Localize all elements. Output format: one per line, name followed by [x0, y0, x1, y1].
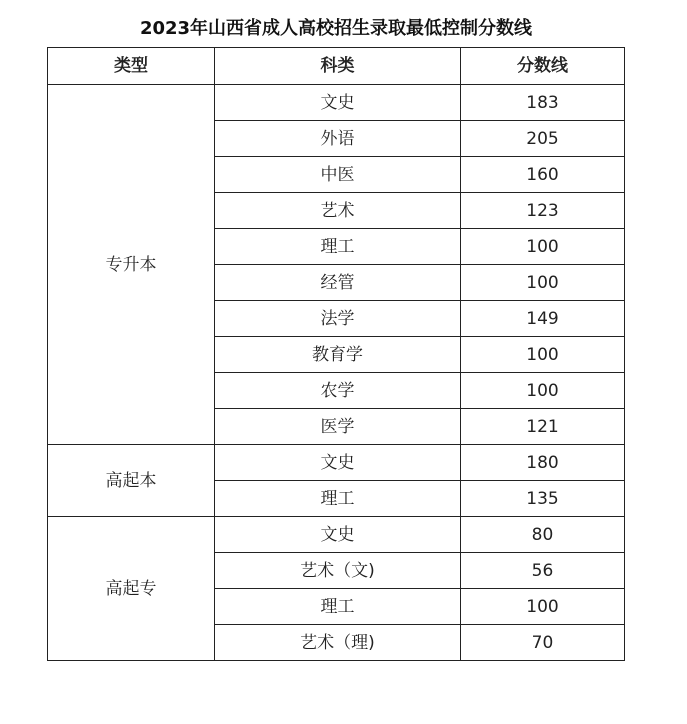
score-cell: 180: [461, 445, 625, 481]
subject-cell: 医学: [215, 409, 461, 445]
subject-cell: 经管: [215, 265, 461, 301]
subject-cell: 文史: [215, 517, 461, 553]
score-cell: 100: [461, 229, 625, 265]
score-cell: 80: [461, 517, 625, 553]
score-cell: 100: [461, 265, 625, 301]
score-cell: 183: [461, 85, 625, 121]
subject-cell: 农学: [215, 373, 461, 409]
subject-cell: 文史: [215, 445, 461, 481]
score-cell: 149: [461, 301, 625, 337]
table-row: [48, 85, 625, 121]
subject-cell: 中医: [215, 157, 461, 193]
subject-cell: 法学: [215, 301, 461, 337]
score-cell: 100: [461, 337, 625, 373]
subject-cell: 文史: [215, 85, 461, 121]
score-cell: 100: [461, 373, 625, 409]
score-cell: 160: [461, 157, 625, 193]
score-table: [47, 47, 625, 661]
score-cell: 123: [461, 193, 625, 229]
group-type-cell: 高起本: [48, 445, 215, 517]
subject-cell: 教育学: [215, 337, 461, 373]
score-cell: 205: [461, 121, 625, 157]
group-type-cell: 高起专: [48, 517, 215, 661]
subject-cell: 理工: [215, 481, 461, 517]
header-score: 分数线: [461, 48, 625, 85]
subject-cell: 理工: [215, 589, 461, 625]
page-title: 2023年山西省成人高校招生录取最低控制分数线: [139, 18, 533, 39]
score-cell: 70: [461, 625, 625, 661]
subject-cell: 艺术（文): [215, 553, 461, 589]
score-cell: 121: [461, 409, 625, 445]
table-row: [48, 445, 625, 481]
header-subject: 科类: [215, 48, 461, 85]
subject-cell: 艺术: [215, 193, 461, 229]
score-cell: 56: [461, 553, 625, 589]
subject-cell: 理工: [215, 229, 461, 265]
table-header-row: [48, 48, 625, 85]
header-type: 类型: [48, 48, 215, 85]
table-row: [48, 517, 625, 553]
subject-cell: 外语: [215, 121, 461, 157]
group-type-cell: 专升本: [48, 85, 215, 445]
subject-cell: 艺术（理): [215, 625, 461, 661]
score-cell: 100: [461, 589, 625, 625]
score-cell: 135: [461, 481, 625, 517]
